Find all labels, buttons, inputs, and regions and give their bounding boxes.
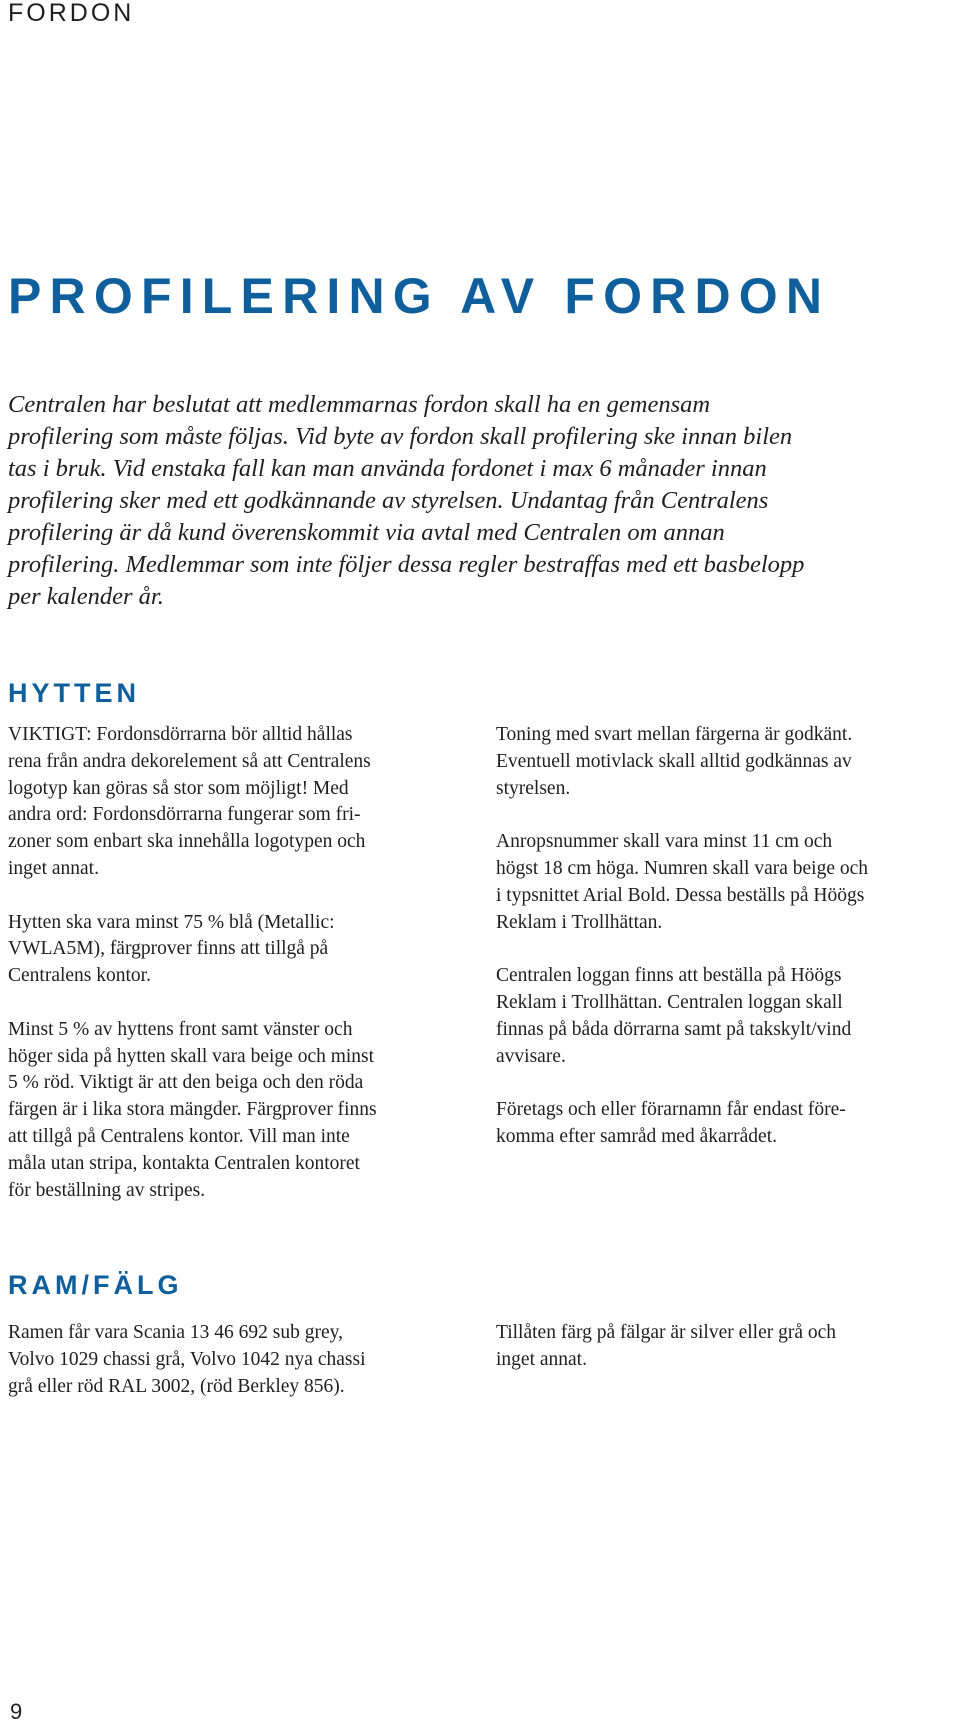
intro-line: per kalender år. — [8, 583, 164, 610]
text-line: färgen är i lika stora mängder. Färgprover finns — [8, 1099, 377, 1121]
ram-falg-right-column — [496, 1320, 956, 1400]
page-number: 9 — [10, 1699, 23, 1724]
text-line: 5 % röd. Viktigt är att den beiga och den röda — [8, 1072, 364, 1094]
text-line: att tillgå på Centralens kontor. Vill man inte — [8, 1125, 350, 1147]
intro-line: profilering är då kund överenskommit via avtal med Centralen om annan — [8, 519, 725, 546]
paragraph — [8, 722, 478, 883]
intro-line: profilering som måste följas. Vid byte av fordon skall profilering ske innan bilen — [8, 423, 793, 450]
text-line: Reklam i Trollhättan. — [496, 911, 663, 933]
text-line: högst 18 cm höga. Numren skall vara beige och — [496, 857, 869, 879]
text-line: Reklam i Trollhättan. Centralen loggan skall — [496, 991, 843, 1013]
text-line: finnas på båda dörrarna samt på takskylt/vind — [496, 1018, 852, 1040]
text-line: logotyp kan göras så stor som möjligt! Med — [8, 777, 349, 799]
intro-line: profilering sker med ett godkännande av styrelsen. Undantag från Centralens — [8, 487, 769, 514]
text-line: i typsnittet Arial Bold. Dessa beställs på Höögs — [496, 884, 865, 906]
intro-line: profilering. Medlemmar som inte följer dessa regler bestraffas med ett basbelopp — [8, 551, 805, 578]
text-line: Volvo 1029 chassi grå, Volvo 1042 nya chassi — [8, 1348, 366, 1370]
intro-paragraph — [8, 389, 953, 613]
text-line: höger sida på hytten skall vara beige och minst — [8, 1045, 375, 1067]
text-line: Ramen får vara Scania 13 46 692 sub grey, — [8, 1322, 344, 1343]
paragraph — [496, 1320, 956, 1374]
text-line: inget annat. — [496, 1348, 587, 1370]
text-line: VIKTIGT: Fordonsdörrarna bör alltid hållas — [8, 724, 353, 745]
paragraph — [496, 829, 956, 936]
intro-line: Centralen har beslutat att medlemmarnas fordon skall ha en gemensam — [8, 391, 711, 418]
paragraph — [496, 963, 956, 1070]
text-line: inget annat. — [8, 857, 99, 879]
text-line: Hytten ska vara minst 75 % blå (Metallic: — [8, 911, 335, 933]
text-line: Minst 5 % av hyttens front samt vänster och — [8, 1018, 353, 1040]
text-line: Företags och eller förarnamn får endast före- — [496, 1099, 846, 1121]
text-line: Centralen loggan finns att beställa på Höögs — [496, 965, 842, 987]
text-line: styrelsen. — [496, 777, 571, 799]
text-line: Toning med svart mellan färgerna är godkänt. — [496, 724, 853, 745]
text-line: Anropsnummer skall vara minst 11 cm och — [496, 831, 833, 853]
section-heading-hytten: HYTTEN — [8, 678, 140, 708]
ram-falg-left-column — [8, 1320, 478, 1427]
text-line: Centralens kontor. — [8, 965, 151, 987]
paragraph — [8, 1017, 478, 1205]
text-line: VWLA5M), färgprover finns att tillgå på — [8, 938, 329, 960]
text-line: avvisare. — [496, 1045, 566, 1067]
text-line: Eventuell motivlack skall alltid godkännas av — [496, 750, 852, 772]
text-line: Tillåten färg på fälgar är silver eller grå och — [496, 1322, 837, 1343]
running-header: FORDON — [8, 0, 135, 27]
section-heading-ram-falg: RAM/FÄLG — [8, 1270, 183, 1300]
text-line: måla utan stripa, kontakta Centralen kontoret — [8, 1152, 360, 1174]
text-line: rena från andra dekorelement så att Centralens — [8, 750, 371, 772]
paragraph — [8, 910, 478, 990]
hytten-left-column — [8, 722, 478, 1231]
text-line: komma efter samråd med åkarrådet. — [496, 1125, 777, 1147]
text-line: grå eller röd RAL 3002, (röd Berkley 856). — [8, 1375, 345, 1397]
intro-line: tas i bruk. Vid enstaka fall kan man använda fordonet i max 6 månader innan — [8, 455, 767, 482]
text-line: andra ord: Fordonsdörrarna fungerar som fri- — [8, 804, 361, 826]
hytten-right-column — [496, 722, 956, 1178]
text-line: för beställning av stripes. — [8, 1179, 206, 1201]
paragraph — [496, 1097, 956, 1151]
page-title: PROFILERING AV FORDON — [8, 268, 831, 324]
paragraph — [8, 1320, 478, 1400]
text-line: zoner som enbart ska innehålla logotypen och — [8, 831, 366, 853]
paragraph — [496, 722, 956, 802]
